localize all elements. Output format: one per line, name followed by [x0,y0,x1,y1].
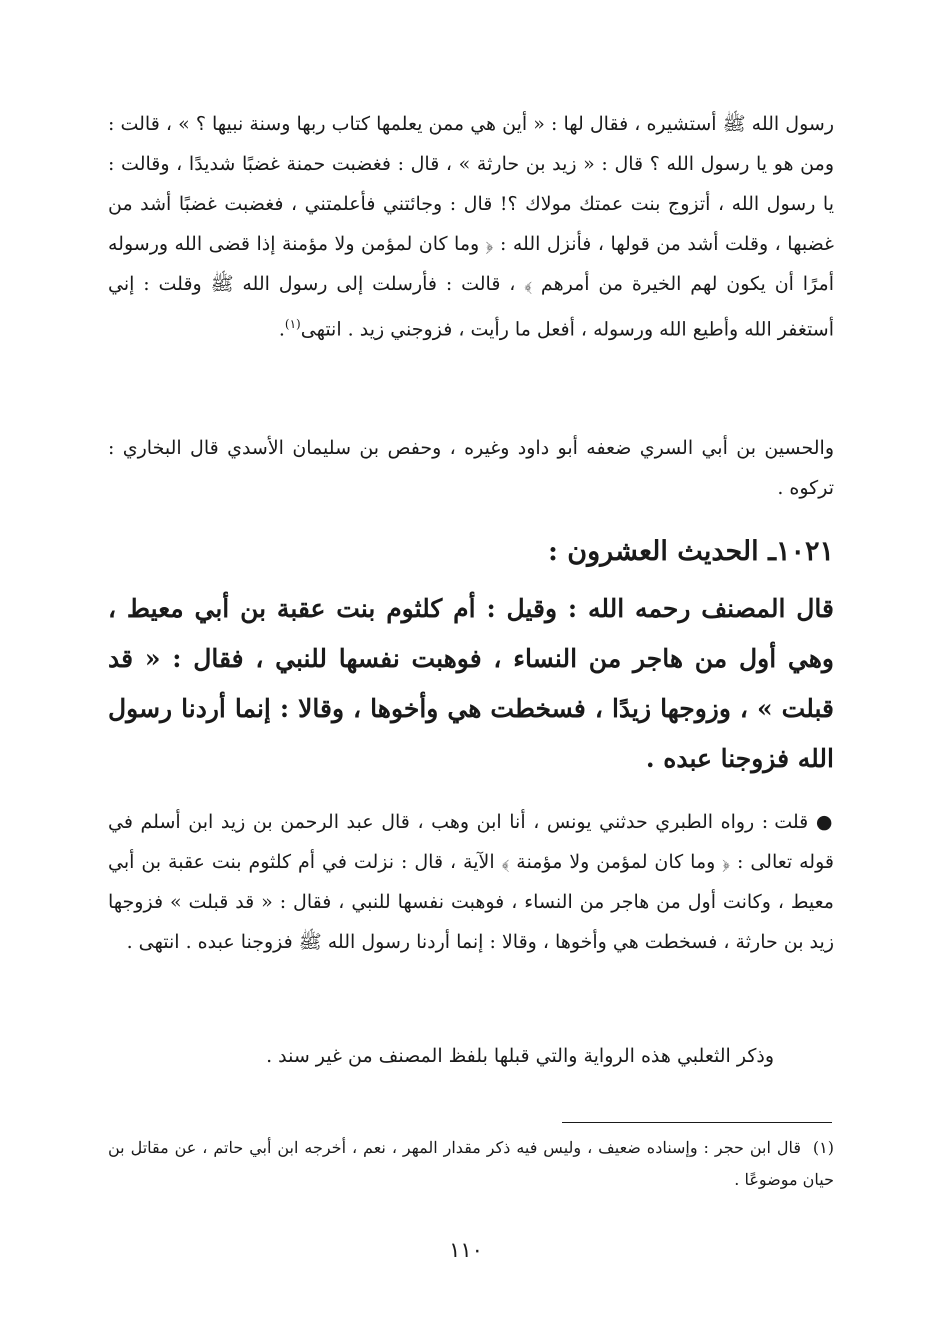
footnote-number: (١) [812,1138,835,1157]
hadith-heading: ١٠٢١ـ الحديث العشرون : [547,536,834,567]
footnote-text: قال ابن حجر : وإسناده ضعيف ، وليس فيه ذكر مقدار المهر ، نعم ، أخرجه ابن أبي حاتم ، عن مقاتل بن حيان موضوعًا . [108,1138,834,1189]
paragraph-narrator-note: والحسين بن أبي السري ضعفه أبو داود وغيره ، وحفص بن سليمان الأسدي قال البخاري : تركوه . [108,437,834,499]
paragraph-closing: وذكر الثعلبي هذه الرواية والتي قبلها بلفظ المصنف من غير سند . [266,1045,774,1067]
paragraph-narration-end: . [278,318,285,341]
paragraph-commentary [108,802,834,962]
footnote [108,1132,834,1196]
bullet-icon: ● [808,811,834,833]
footnote-reference: (١) [284,317,301,331]
footnote-divider [562,1122,832,1123]
paragraph-narration [108,104,834,349]
paragraph-narration-text: رسول الله ﷺ أستشيره ، فقال لها : « أين هي ممن يعلمها كتاب ربها وسنة نبيها ؟ » ، قالت : ومن هو يا رسول الله ؟ قال : « زيد بن حارثة » ، قال : فغضبت حمنة غضبًا شديدًا ، وقالت : يا رسول الله ، أتزوج بنت عمتك مولاك ؟! قال : وجائتني فأعلمتني ، فغضبت غضبًا أشد من غضبها ، وقلت أشد من قولها ، فأنزل الله : ﴿ وما كان لمؤمن ولا مؤمنة إذا قضى الله ورسوله أمرًا أن يكون لهم الخيرة من أمرهم ﴾ ، قالت : فأرسلت إلى رسول الله ﷺ وقلت : إني أستغفر الله وأطيع الله ورسوله ، أفعل ما رأيت ، فزوجني زيد . انتهى [108,113,834,341]
page-number: ١١٠ [449,1238,483,1262]
hadith-text: قال المصنف رحمه الله : وقيل : أم كلثوم بنت عقبة بن أبي معيط ، وهي أول من هاجر من النساء ، فوهبت نفسها للنبي ، فقال : « قد قبلت » ، وزوجها زيدًا ، فسخطت هي وأخوها ، وقالا : إنما أردنا رسول الله فزوجنا عبده . [108,594,834,773]
paragraph-commentary-text: قلت : رواه الطبري حدثني يونس ، أنا ابن وهب ، قال عبد الرحمن بن زيد ابن أسلم في قوله تعالى : ﴿ وما كان لمؤمن ولا مؤمنة ﴾ الآية ، قال : نزلت في أم كلثوم بنت عقبة بن أبي معيط ، وكانت أول من هاجر من النساء ، فوهبت نفسها للنبي ، فقال : « قد قبلت » فزوجها زيد بن حارثة ، فسخطت هي وأخوها ، وقالا : إنما أردنا رسول الله ﷺ فزوجنا عبده . انتهى . [108,811,834,953]
